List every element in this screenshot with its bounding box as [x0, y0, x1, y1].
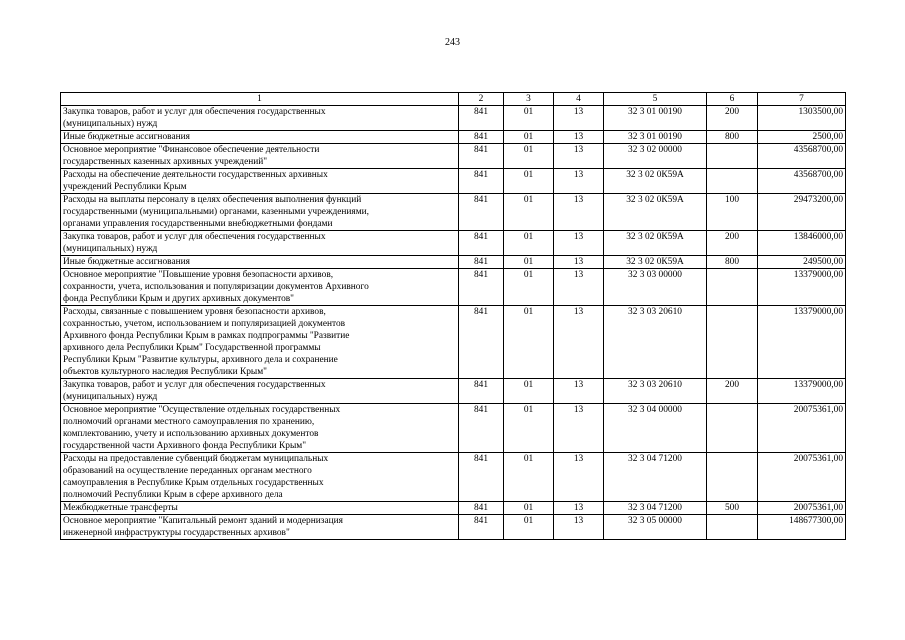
row-code-cell: 841 — [459, 502, 504, 515]
row-subsection-cell: 13 — [554, 106, 604, 131]
row-amount-cell: 148677300,00 — [758, 515, 846, 540]
row-expense-type-cell: 200 — [707, 106, 758, 131]
row-target-cell: 32 3 02 0К59А — [604, 194, 707, 231]
row-subsection-cell: 13 — [554, 131, 604, 144]
row-code-cell: 841 — [459, 231, 504, 256]
row-amount-cell: 43568700,00 — [758, 169, 846, 194]
row-section-cell: 01 — [504, 404, 554, 453]
row-name-cell: Закупка товаров, работ и услуг для обеспечения государственных (муниципальных) нужд — [61, 379, 459, 404]
table-row — [61, 502, 846, 515]
row-name-cell: Расходы на выплаты персоналу в целях обеспечения выполнения функций государственными (муниципальными) органами, казенными учреждениями, органами управления государственными внебюджетными фондами — [61, 194, 459, 231]
header-cell: 5 — [604, 93, 707, 106]
row-target-cell: 32 3 02 0К59А — [604, 169, 707, 194]
row-name-cell: Закупка товаров, работ и услуг для обеспечения государственных (муниципальных) нужд — [61, 106, 459, 131]
table-row — [61, 144, 846, 169]
row-amount-cell: 13379000,00 — [758, 379, 846, 404]
row-section-cell: 01 — [504, 194, 554, 231]
row-amount-cell: 20075361,00 — [758, 404, 846, 453]
table-row — [61, 515, 846, 540]
row-expense-type-cell — [707, 306, 758, 379]
row-name-cell: Закупка товаров, работ и услуг для обеспечения государственных (муниципальных) нужд — [61, 231, 459, 256]
row-code-cell: 841 — [459, 515, 504, 540]
row-section-cell: 01 — [504, 169, 554, 194]
row-subsection-cell: 13 — [554, 269, 604, 306]
table-row — [61, 379, 846, 404]
row-name-cell: Расходы, связанные с повышением уровня безопасности архивов, сохранностью, учетом, использованием и популяризацией документов Архивного фонда Республики Крым в рамках подпрограммы "Развитие архивного дела Республики Крым" Государственной программы Республики Крым "Развитие культуры, архивного дела и сохранение объектов культурного наследия Республики Крым" — [61, 306, 459, 379]
row-expense-type-cell — [707, 169, 758, 194]
row-amount-cell: 43568700,00 — [758, 144, 846, 169]
row-name-cell: Межбюджетные трансферты — [61, 502, 459, 515]
row-code-cell: 841 — [459, 306, 504, 379]
table-row — [61, 269, 846, 306]
row-target-cell: 32 3 02 0К59А — [604, 231, 707, 256]
row-subsection-cell: 13 — [554, 453, 604, 502]
row-subsection-cell: 13 — [554, 169, 604, 194]
row-target-cell: 32 3 03 00000 — [604, 269, 707, 306]
row-target-cell: 32 3 02 00000 — [604, 144, 707, 169]
row-section-cell: 01 — [504, 131, 554, 144]
row-section-cell: 01 — [504, 379, 554, 404]
row-section-cell: 01 — [504, 256, 554, 269]
row-subsection-cell: 13 — [554, 404, 604, 453]
table-row — [61, 404, 846, 453]
row-target-cell: 32 3 04 71200 — [604, 453, 707, 502]
row-section-cell: 01 — [504, 231, 554, 256]
table-row — [61, 453, 846, 502]
row-amount-cell: 20075361,00 — [758, 453, 846, 502]
budget-table — [60, 92, 846, 540]
row-code-cell: 841 — [459, 256, 504, 269]
row-name-cell: Иные бюджетные ассигнования — [61, 256, 459, 269]
row-section-cell: 01 — [504, 502, 554, 515]
row-target-cell: 32 3 04 71200 — [604, 502, 707, 515]
row-section-cell: 01 — [504, 106, 554, 131]
row-name-cell: Основное мероприятие "Повышение уровня безопасности архивов, сохранности, учета, использования и популяризации документов Архивного фонда Республики Крым и других архивных документов" — [61, 269, 459, 306]
row-expense-type-cell — [707, 144, 758, 169]
row-target-cell: 32 3 01 00190 — [604, 106, 707, 131]
row-code-cell: 841 — [459, 169, 504, 194]
row-subsection-cell: 13 — [554, 256, 604, 269]
row-code-cell: 841 — [459, 453, 504, 502]
row-subsection-cell: 13 — [554, 502, 604, 515]
header-cell: 2 — [459, 93, 504, 106]
row-amount-cell: 29473200,00 — [758, 194, 846, 231]
row-name-cell: Основное мероприятие "Капитальный ремонт зданий и модернизация инженерной инфраструктуры государственных архивов" — [61, 515, 459, 540]
row-amount-cell: 13846000,00 — [758, 231, 846, 256]
row-expense-type-cell: 800 — [707, 131, 758, 144]
row-section-cell: 01 — [504, 269, 554, 306]
row-amount-cell: 1303500,00 — [758, 106, 846, 131]
row-amount-cell: 249500,00 — [758, 256, 846, 269]
row-target-cell: 32 3 05 00000 — [604, 515, 707, 540]
row-section-cell: 01 — [504, 306, 554, 379]
row-subsection-cell: 13 — [554, 231, 604, 256]
table-row — [61, 231, 846, 256]
header-cell: 4 — [554, 93, 604, 106]
row-target-cell: 32 3 01 00190 — [604, 131, 707, 144]
table-row — [61, 169, 846, 194]
page-number: 243 — [445, 37, 460, 48]
row-code-cell: 841 — [459, 404, 504, 453]
row-amount-cell: 13379000,00 — [758, 269, 846, 306]
row-expense-type-cell — [707, 515, 758, 540]
row-name-cell: Иные бюджетные ассигнования — [61, 131, 459, 144]
table-row — [61, 131, 846, 144]
row-code-cell: 841 — [459, 131, 504, 144]
header-cell: 7 — [758, 93, 846, 106]
row-code-cell: 841 — [459, 194, 504, 231]
row-amount-cell: 13379000,00 — [758, 306, 846, 379]
row-expense-type-cell: 100 — [707, 194, 758, 231]
row-amount-cell: 2500,00 — [758, 131, 846, 144]
row-target-cell: 32 3 02 0К59А — [604, 256, 707, 269]
table-row — [61, 306, 846, 379]
row-section-cell: 01 — [504, 144, 554, 169]
row-expense-type-cell: 200 — [707, 231, 758, 256]
table-row — [61, 194, 846, 231]
row-section-cell: 01 — [504, 515, 554, 540]
row-code-cell: 841 — [459, 106, 504, 131]
row-expense-type-cell: 500 — [707, 502, 758, 515]
row-section-cell: 01 — [504, 453, 554, 502]
row-subsection-cell: 13 — [554, 379, 604, 404]
header-cell: 1 — [61, 93, 459, 106]
row-subsection-cell: 13 — [554, 194, 604, 231]
row-name-cell: Основное мероприятие "Финансовое обеспечение деятельности государственных казенных архивных учреждений" — [61, 144, 459, 169]
header-cell: 6 — [707, 93, 758, 106]
row-expense-type-cell — [707, 404, 758, 453]
row-name-cell: Основное мероприятие "Осуществление отдельных государственных полномочий органами местного самоуправления по хранению, комплектованию, учету и использованию архивных документов государственной части Архивного фонда Республики Крым" — [61, 404, 459, 453]
table-row — [61, 256, 846, 269]
row-target-cell: 32 3 04 00000 — [604, 404, 707, 453]
header-cell: 3 — [504, 93, 554, 106]
row-code-cell: 841 — [459, 144, 504, 169]
row-expense-type-cell — [707, 453, 758, 502]
row-amount-cell: 20075361,00 — [758, 502, 846, 515]
row-name-cell: Расходы на обеспечение деятельности государственных архивных учреждений Республики Крым — [61, 169, 459, 194]
row-expense-type-cell: 800 — [707, 256, 758, 269]
row-expense-type-cell — [707, 269, 758, 306]
row-target-cell: 32 3 03 20610 — [604, 306, 707, 379]
row-expense-type-cell: 200 — [707, 379, 758, 404]
row-subsection-cell: 13 — [554, 515, 604, 540]
row-name-cell: Расходы на предоставление субвенций бюджетам муниципальных образований на осуществление переданных органам местного самоуправления в Республике Крым отдельных государственных полномочий Республики Крым в сфере архивного дела — [61, 453, 459, 502]
table-row — [61, 106, 846, 131]
row-code-cell: 841 — [459, 379, 504, 404]
row-subsection-cell: 13 — [554, 144, 604, 169]
row-code-cell: 841 — [459, 269, 504, 306]
row-subsection-cell: 13 — [554, 306, 604, 379]
row-target-cell: 32 3 03 20610 — [604, 379, 707, 404]
header-row — [61, 93, 846, 106]
